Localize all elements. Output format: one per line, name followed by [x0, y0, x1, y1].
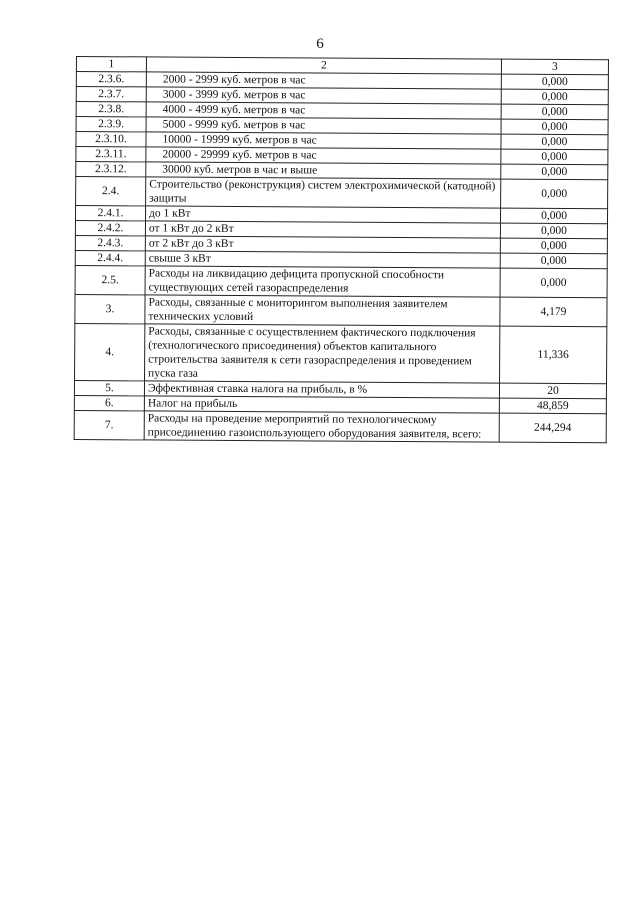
row-number: 5.	[74, 380, 144, 395]
cost-table	[74, 56, 609, 443]
row-description: Эффективная ставка налога на прибыль, в %	[144, 381, 499, 398]
row-number: 2.4.1.	[75, 206, 145, 221]
row-value: 0,000	[500, 208, 607, 224]
row-value: 244,294	[499, 413, 606, 443]
row-value: 0,000	[501, 89, 608, 105]
row-value: 11,336	[500, 326, 607, 384]
row-number: 7.	[74, 410, 144, 439]
row-description: 10000 - 19999 куб. метров в час	[146, 132, 501, 149]
row-value: 0,000	[500, 223, 607, 239]
row-description: Налог на прибыль	[144, 396, 499, 413]
row-value: 0,000	[501, 149, 608, 165]
row-description: 30000 куб. метров в час и выше	[146, 162, 501, 179]
table-row	[74, 410, 606, 442]
row-number: 2.4.2.	[75, 220, 145, 235]
row-value: 0,000	[501, 134, 608, 150]
row-description: 2000 - 2999 куб. метров в час	[146, 72, 501, 89]
row-value: 0,000	[501, 74, 608, 90]
column-header-2: 2	[146, 57, 501, 74]
row-number: 2.3.12.	[76, 162, 146, 177]
row-description: Расходы на проведение мероприятий по технологическому присоединению газоиспользующего оборудования заявителя, всего:	[144, 411, 499, 442]
row-value: 4,179	[500, 297, 607, 327]
table-row	[75, 265, 607, 297]
row-value: 48,859	[499, 398, 606, 414]
row-value: 0,000	[501, 179, 608, 209]
row-value: 0,000	[500, 253, 607, 269]
row-description: Расходы, связанные с мониторингом выполнения заявителем технических условий	[145, 295, 500, 326]
row-number: 3.	[75, 294, 145, 323]
table-body	[74, 72, 608, 443]
row-value: 0,000	[501, 119, 608, 135]
row-number: 2.4.	[76, 177, 146, 206]
table-row	[75, 323, 607, 383]
row-number: 2.3.8.	[76, 102, 146, 117]
row-number: 2.3.11.	[76, 147, 146, 162]
row-description: Расходы, связанные с осуществлением фактического подключения (технологического присоединения) объектов капитального строительства заявителя к сети газораспределения и проведением пуска газа	[145, 324, 500, 383]
table-row	[76, 177, 608, 209]
row-description: 5000 - 9999 куб. метров в час	[146, 117, 501, 134]
row-number: 2.3.9.	[76, 117, 146, 132]
row-description: от 2 кВт до 3 кВт	[145, 236, 500, 253]
row-number: 2.4.4.	[75, 250, 145, 265]
row-description: 3000 - 3999 куб. метров в час	[146, 87, 501, 104]
row-description: 4000 - 4999 куб. метров в час	[146, 102, 501, 119]
row-number: 2.3.10.	[76, 132, 146, 147]
row-number: 4.	[75, 323, 145, 380]
row-number: 2.5.	[75, 265, 145, 294]
column-header-1: 1	[76, 57, 146, 72]
row-number: 6.	[74, 395, 144, 410]
table-row	[75, 294, 607, 326]
row-value: 0,000	[501, 104, 608, 120]
page-number: 6	[316, 36, 324, 52]
row-value: 0,000	[500, 268, 607, 298]
row-value: 0,000	[500, 238, 607, 254]
row-description: до 1 кВт	[145, 206, 500, 223]
row-description: 20000 - 29999 куб. метров в час	[146, 147, 501, 164]
row-value: 20	[499, 383, 606, 399]
row-number: 2.3.6.	[76, 72, 146, 87]
column-header-3: 3	[501, 59, 608, 75]
row-value: 0,000	[501, 164, 608, 180]
row-description: свыше 3 кВт	[145, 251, 500, 268]
row-number: 2.4.3.	[75, 235, 145, 250]
row-description: от 1 кВт до 2 кВт	[145, 221, 500, 238]
row-description: Расходы на ликвидацию дефицита пропускной способности существующих сетей газораспределения	[145, 266, 500, 297]
row-description: Строительство (реконструкция) систем электрохимической (катодной) защиты	[146, 177, 501, 208]
row-number: 2.3.7.	[76, 87, 146, 102]
